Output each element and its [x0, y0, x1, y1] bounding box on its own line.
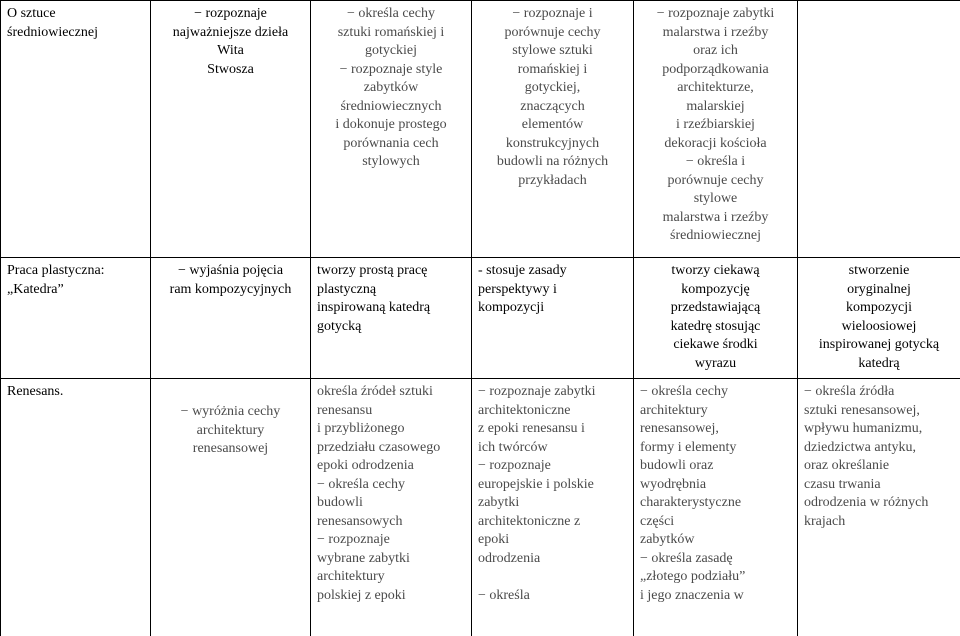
cell-line: najważniejsze dzieła	[157, 24, 304, 43]
cell-line: - stosuje zasady	[478, 262, 627, 281]
cell-line: dekoracji kościoła	[640, 135, 791, 154]
cell-line: budowli oraz	[640, 457, 791, 476]
cell-line: średniowiecznej	[7, 24, 144, 43]
cell-line: porównuje cechy	[640, 172, 791, 191]
cell-line: przedziału czasowego	[317, 439, 465, 458]
cell-line: Praca plastyczna:	[7, 262, 144, 281]
cell-line: formy i elementy	[640, 439, 791, 458]
cell-line: − rozpoznaje	[157, 5, 304, 24]
cell-line: − rozpoznaje i	[478, 5, 627, 24]
requirement-cell	[634, 1, 798, 258]
cell-line: wybrane zabytki	[317, 550, 465, 569]
cell-line: − określa cechy	[317, 476, 465, 495]
cell-line: kompozycji	[804, 299, 954, 318]
cell-line: wyrazu	[640, 355, 791, 374]
cell-line: elementów	[478, 116, 627, 135]
cell-line: romańskiej i	[478, 61, 627, 80]
cell-line: katedrą	[804, 355, 954, 374]
cell-line: ich twórców	[478, 439, 627, 458]
cell-line: renesansowej	[157, 440, 304, 459]
cell-line: wyodrębnia	[640, 476, 791, 495]
cell-line: malarstwa i rzeźby	[640, 209, 791, 228]
cell-line: określa źródeł sztuki	[317, 383, 465, 402]
requirement-cell	[311, 379, 472, 636]
cell-line: średniowiecznych	[317, 98, 465, 117]
cell-line: tworzy prostą pracę	[317, 262, 465, 281]
cell-line: wpływu humanizmu,	[804, 420, 954, 439]
cell-line: europejskie i polskie	[478, 476, 627, 495]
cell-line: architektury	[640, 402, 791, 421]
cell-line: architekturze,	[640, 79, 791, 98]
cell-line: części	[640, 513, 791, 532]
requirement-cell	[151, 1, 311, 258]
cell-line: − wyróżnia cechy	[157, 403, 304, 422]
cell-line: podporządkowania	[640, 61, 791, 80]
cell-line: oraz określanie	[804, 457, 954, 476]
cell-line: architektury	[317, 568, 465, 587]
cell-line: ram kompozycyjnych	[157, 281, 304, 300]
cell-line: stylowych	[317, 153, 465, 172]
cell-line: porównuje cechy	[478, 24, 627, 43]
cell-line: przykładach	[478, 172, 627, 191]
cell-line: renesansowych	[317, 513, 465, 532]
cell-line: Renesans.	[7, 383, 144, 402]
cell-line: i jego znaczenia w	[640, 587, 791, 606]
cell-line: epoki	[478, 531, 627, 550]
cell-line: stylowe sztuki	[478, 42, 627, 61]
cell-line: − rozpoznaje style	[317, 61, 465, 80]
cell-line: − określa źródła	[804, 383, 954, 402]
cell-line: − rozpoznaje	[317, 531, 465, 550]
cell-line: i rzeźbiarskiej	[640, 116, 791, 135]
cell-line: i dokonuje prostego	[317, 116, 465, 135]
requirement-cell	[472, 1, 634, 258]
cell-line: − określa cechy	[640, 383, 791, 402]
cell-line	[478, 568, 627, 587]
cell-line: odrodzenia w różnych	[804, 494, 954, 513]
cell-line: architektoniczne	[478, 402, 627, 421]
cell-line: − wyjaśnia pojęcia	[157, 262, 304, 281]
cell-line: znaczących	[478, 98, 627, 117]
cell-line: porównania cech	[317, 135, 465, 154]
cell-line: O sztuce	[7, 5, 144, 24]
cell-line: − określa	[478, 587, 627, 606]
cell-line: polskiej z epoki	[317, 587, 465, 606]
cell-line: czasu trwania	[804, 476, 954, 495]
cell-line: budowli	[317, 494, 465, 513]
cell-line: stworzenie	[804, 262, 954, 281]
cell-line: kompozycję	[640, 281, 791, 300]
table-row	[1, 379, 960, 636]
requirement-cell	[634, 258, 798, 379]
requirement-cell	[151, 258, 311, 379]
requirement-cell	[311, 258, 472, 379]
cell-line: inspirowanej gotycką	[804, 336, 954, 355]
cell-line: perspektywy i	[478, 281, 627, 300]
requirement-cell	[472, 258, 634, 379]
cell-line: budowli na różnych	[478, 153, 627, 172]
cell-line: architektury	[157, 422, 304, 441]
cell-line: epoki odrodzenia	[317, 457, 465, 476]
cell-line: katedrę stosując	[640, 318, 791, 337]
cell-line: − rozpoznaje	[478, 457, 627, 476]
cell-line: oryginalnej	[804, 281, 954, 300]
cell-line: „Katedra”	[7, 281, 144, 300]
cell-line: − rozpoznaje zabytki	[478, 383, 627, 402]
cell-line: charakterystyczne	[640, 494, 791, 513]
cell-line: Stwosza	[157, 61, 304, 80]
cell-line: − określa i	[640, 153, 791, 172]
cell-line: malarskiej	[640, 98, 791, 117]
cell-line: ciekawe środki	[640, 336, 791, 355]
cell-line: i przybliżonego	[317, 420, 465, 439]
requirement-cell	[634, 379, 798, 636]
table-row	[1, 258, 960, 379]
cell-line: zabytki	[478, 494, 627, 513]
cell-line: odrodzenia	[478, 550, 627, 569]
cell-line: architektoniczne z	[478, 513, 627, 532]
requirement-cell	[472, 379, 634, 636]
cell-line: − określa zasadę	[640, 550, 791, 569]
cell-line: renesansowej,	[640, 420, 791, 439]
requirement-cell	[311, 1, 472, 258]
cell-line: gotyckiej,	[478, 79, 627, 98]
cell-line: zabytków	[317, 79, 465, 98]
topic-cell	[1, 258, 151, 379]
cell-line: gotycką	[317, 318, 465, 337]
topic-cell	[1, 379, 151, 636]
cell-line: sztuki renesansowej,	[804, 402, 954, 421]
requirement-cell	[798, 258, 960, 379]
cell-line: malarstwa i rzeźby	[640, 24, 791, 43]
cell-line: sztuki romańskiej i	[317, 24, 465, 43]
empty-cell	[798, 1, 960, 258]
requirement-cell	[151, 379, 311, 636]
cell-line: renesansu	[317, 402, 465, 421]
cell-line: stylowe	[640, 190, 791, 209]
cell-line: średniowiecznej	[640, 227, 791, 246]
cell-line: przedstawiającą	[640, 299, 791, 318]
cell-line: inspirowaną katedrą	[317, 299, 465, 318]
cell-line: tworzy ciekawą	[640, 262, 791, 281]
cell-line: oraz ich	[640, 42, 791, 61]
cell-line: zabytków	[640, 531, 791, 550]
cell-line: plastyczną	[317, 281, 465, 300]
cell-line: Wita	[157, 42, 304, 61]
cell-line: konstrukcyjnych	[478, 135, 627, 154]
cell-line: „złotego podziału”	[640, 568, 791, 587]
cell-line: dziedzictwa antyku,	[804, 439, 954, 458]
requirement-cell	[798, 379, 960, 636]
cell-line: gotyckiej	[317, 42, 465, 61]
cell-line: kompozycji	[478, 299, 627, 318]
cell-line: z epoki renesansu i	[478, 420, 627, 439]
cell-line: krajach	[804, 513, 954, 532]
cell-line: − rozpoznaje zabytki	[640, 5, 791, 24]
cell-line: − określa cechy	[317, 5, 465, 24]
cell-line: wieloosiowej	[804, 318, 954, 337]
topic-cell	[1, 1, 151, 258]
table-row	[1, 1, 960, 258]
